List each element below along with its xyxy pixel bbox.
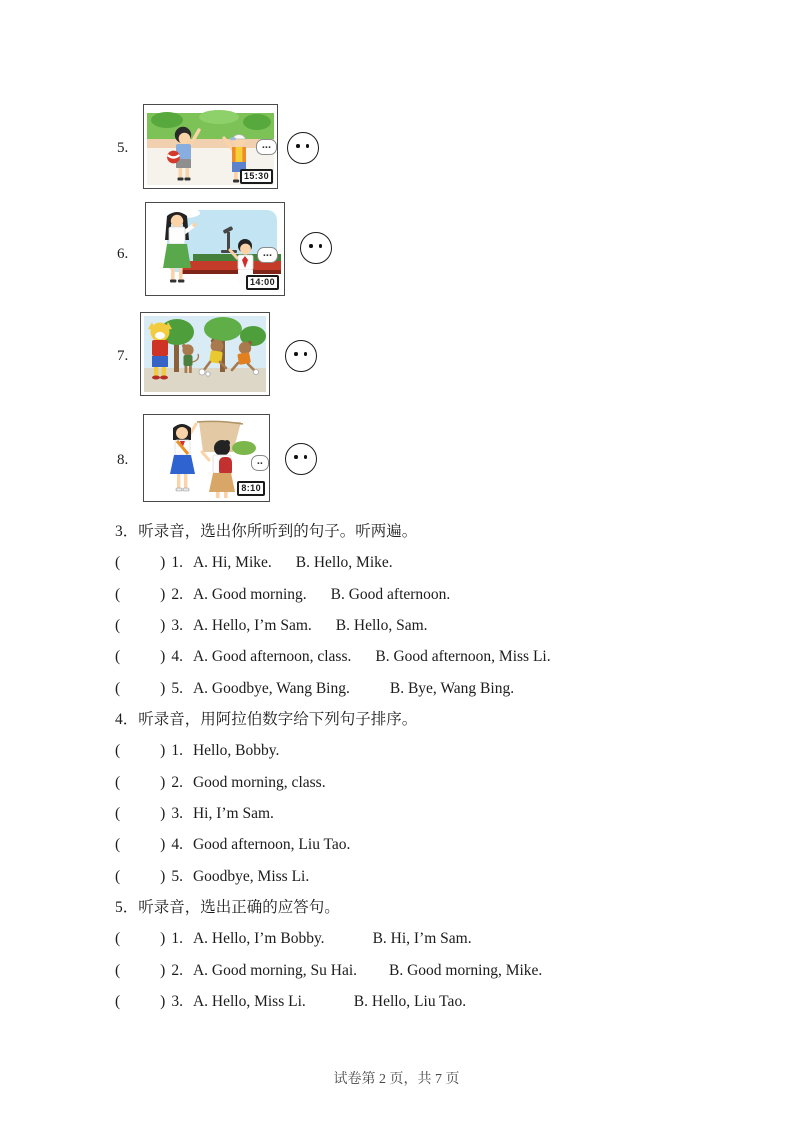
face-eye-icon xyxy=(319,244,323,248)
face-eye-icon xyxy=(309,244,313,248)
answer-blank: ( ) xyxy=(115,961,166,979)
blank-face-icon xyxy=(287,132,319,164)
answer-blank: ( ) xyxy=(115,867,166,885)
page-footer: 试卷第 2 页，共 7 页 xyxy=(333,1072,460,1087)
answer-blank: ( ) xyxy=(115,993,166,1011)
blank-face-icon xyxy=(300,232,332,264)
option-b: B. Good afternoon. xyxy=(330,585,451,603)
exercise-content xyxy=(115,516,755,1018)
option-b: B. Bye, Wang Bing. xyxy=(389,679,515,697)
item-number: 4. xyxy=(171,648,183,666)
item-number: 4. xyxy=(171,836,183,854)
face-eye-icon xyxy=(294,352,298,356)
picture-frame xyxy=(143,104,278,189)
face-eye-icon xyxy=(306,144,310,148)
option-b: B. Good morning, Mike. xyxy=(389,961,543,979)
question-number: 8. xyxy=(117,452,129,468)
answer-blank: ( ) xyxy=(115,648,166,666)
sentence: Hi, I’m Sam. xyxy=(192,805,274,823)
option-a: A. Goodbye, Wang Bing. xyxy=(192,679,350,697)
option-a: A. Good morning. xyxy=(192,585,307,603)
answer-blank: ( ) xyxy=(115,742,166,760)
item-number: 3. xyxy=(171,617,183,635)
blank-face-icon xyxy=(285,340,317,372)
question-row xyxy=(115,861,755,892)
face-eye-icon xyxy=(294,455,298,459)
question-row xyxy=(115,986,755,1017)
answer-blank: ( ) xyxy=(115,554,166,572)
speech-bubble-icon: .. xyxy=(251,455,269,471)
picture-frame xyxy=(143,414,270,502)
section-heading: 4．听录音，用阿拉伯数字给下列句子排序。 xyxy=(115,711,418,729)
time-badge: 14:00 xyxy=(246,275,279,290)
section-heading: 3．听录音，选出你所听到的句子。听两遍。 xyxy=(115,523,418,540)
answer-blank: ( ) xyxy=(115,679,166,697)
time-badge: 15:30 xyxy=(240,169,273,184)
question-number: 5. xyxy=(117,140,129,156)
question-row xyxy=(115,673,755,704)
picture-frame xyxy=(145,202,285,296)
option-a: A. Hello, I’m Sam. xyxy=(192,617,312,635)
speech-bubble-icon: ... xyxy=(256,139,277,155)
question-row xyxy=(115,798,755,829)
item-number: 2. xyxy=(171,961,183,979)
speech-bubble-icon: ... xyxy=(257,247,278,263)
question-row xyxy=(115,547,755,578)
question-row xyxy=(115,923,755,954)
item-number: 5. xyxy=(171,867,183,885)
section-heading: 5．听录音，选出正确的应答句。 xyxy=(115,899,340,917)
item-number: 2. xyxy=(171,585,183,603)
answer-blank: ( ) xyxy=(115,805,166,823)
question-number: 6. xyxy=(117,246,129,262)
option-a: A. Hi, Mike. xyxy=(192,554,272,572)
question-row xyxy=(115,641,755,672)
answer-blank: ( ) xyxy=(115,617,166,635)
question-row xyxy=(115,829,755,860)
option-b: B. Hi, I’m Sam. xyxy=(372,930,472,948)
illustration-cartoon-animals-park-image xyxy=(144,316,266,392)
picture-frame xyxy=(140,312,270,396)
answer-blank: ( ) xyxy=(115,585,166,603)
face-eye-icon xyxy=(296,144,300,148)
option-a: A. Hello, I’m Bobby. xyxy=(192,930,325,948)
sentence: Good afternoon, Liu Tao. xyxy=(192,836,351,854)
option-b: B. Hello, Mike. xyxy=(295,554,393,572)
question-row xyxy=(115,610,755,641)
face-eye-icon xyxy=(304,455,308,459)
sentence: Hello, Bobby. xyxy=(192,742,280,760)
question-row xyxy=(115,735,755,766)
item-number: 3. xyxy=(171,805,183,823)
face-eye-icon xyxy=(304,352,308,356)
sentence: Good morning, class. xyxy=(192,773,326,791)
item-number: 3. xyxy=(171,993,183,1011)
option-b: B. Hello, Liu Tao. xyxy=(353,993,467,1011)
option-b: B. Hello, Sam. xyxy=(335,617,428,635)
question-number: 7. xyxy=(117,348,129,364)
question-row xyxy=(115,767,755,798)
blank-face-icon xyxy=(285,443,317,475)
time-badge: 8:10 xyxy=(237,481,265,496)
answer-blank: ( ) xyxy=(115,773,166,791)
option-a: A. Good afternoon, class. xyxy=(192,648,352,666)
option-a: A. Good morning, Su Hai. xyxy=(192,961,358,979)
question-row xyxy=(115,955,755,986)
item-number: 5. xyxy=(171,679,183,697)
option-a: A. Hello, Miss Li. xyxy=(192,993,306,1011)
item-number: 1. xyxy=(171,742,183,760)
item-number: 2. xyxy=(171,773,183,791)
item-number: 1. xyxy=(171,554,183,572)
question-row xyxy=(115,579,755,610)
answer-blank: ( ) xyxy=(115,836,166,854)
item-number: 1. xyxy=(171,930,183,948)
option-b: B. Good afternoon, Miss Li. xyxy=(375,648,551,666)
answer-blank: ( ) xyxy=(115,930,166,948)
sentence: Goodbye, Miss Li. xyxy=(192,867,310,885)
